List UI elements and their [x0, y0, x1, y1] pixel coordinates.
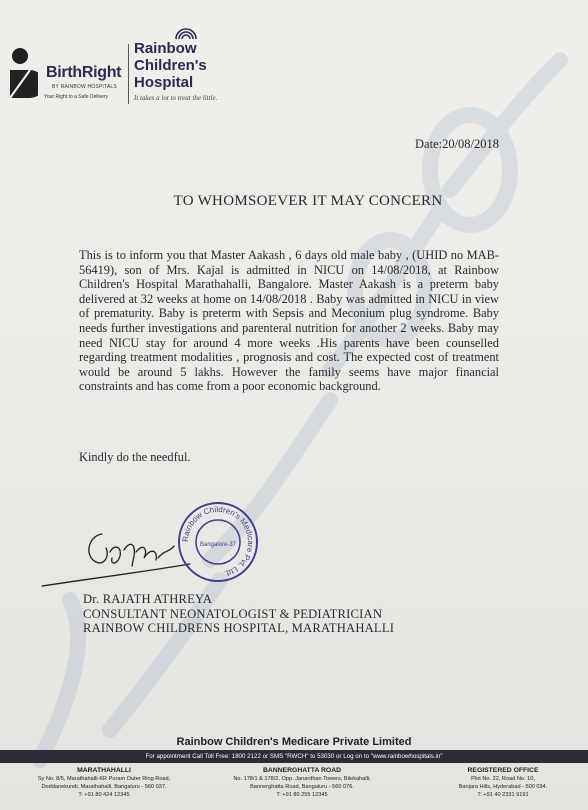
signatory-org: RAINBOW CHILDRENS HOSPITAL, MARATHAHALLI: [83, 621, 395, 636]
address-line: Sy No. 8/5, Marathahalli-KR Puram Outer Ring Road,: [37, 776, 171, 782]
address-heading: REGISTERED OFFICE: [467, 767, 539, 774]
letter-date: Date:20/08/2018: [415, 137, 500, 151]
address-line: Plot No. 22, Road No. 10,: [471, 776, 535, 782]
signatory-title: CONSULTANT NEONATOLOGIST & PEDIATRICIAN: [83, 606, 383, 621]
footer-company: Rainbow Children's Medicare Private Limited: [176, 736, 412, 748]
birthright-name: BirthRight: [46, 64, 122, 81]
address-line: Banjara Hills, Hyderabad - 500 034.: [458, 784, 548, 790]
rainbow-name-line2: Children's: [134, 57, 207, 74]
address-line: Doddanekundi, Marathahalli, Bangaluru - 560 037.: [41, 784, 167, 790]
signatory-name: Dr. RAJATH ATHREYA: [83, 592, 213, 606]
hospital-stamp: [176, 500, 260, 584]
signatory-block: [83, 592, 394, 636]
rainbow-name-line1: Rainbow: [134, 40, 197, 57]
letter-closing: Kindly do the needful.: [79, 450, 191, 464]
rainbow-logo: [134, 22, 244, 106]
birthright-logo: [8, 44, 130, 106]
rainbow-arc-icon: [174, 22, 198, 40]
address-line: Bannerghatta Road, Bangaluru - 560 076.: [250, 784, 354, 790]
birthright-mark-icon: [8, 46, 38, 102]
address-registered-office: [428, 767, 578, 799]
letter-body: This is to inform you that Master Aakash , 6 days old male baby , (UHID no MAB-56419), son of Mrs. Kajal is admitted in NICU on 14/08/2018, at Rainbow Children's Hospital Marathahalli, Bangalore. Master Aakash is a preterm baby delivered at 32 weeks at home on 14/08/2018 . Baby was admitted in NICU in view of prematurity. Baby is preterm with Sepsis and Meconium plug syndrome. Baby needs further investigations and parenteral nutrition for another 2 weeks. Baby may need NICU stay for around 4 more weeks .His parents have been counselled regarding treatment modalities , prognosis and cost. The expected cost of treatment would be around 5 lakhs. However the family seems have major financial constraints and has come from a poor economic background.: [79, 248, 499, 394]
address-phone: T: +91 80 424 12345: [78, 792, 130, 798]
stamp-text: Rainbow Children's Medicare Pvt. Ltd.: [180, 504, 256, 579]
address-heading: BANNERGHATTA ROAD: [262, 767, 342, 774]
address-phone: T: +91 80 255 12345: [276, 792, 328, 798]
stamp-place: Bangalore-37: [199, 542, 237, 548]
letter-title: TO WHOMSOEVER IT MAY CONCERN: [173, 193, 443, 209]
footer-appointment-bar: For appointment Call Toll Free: 1800 2122 or SMS "RWCH" to 53030 or Log on to "www.rainbowhospitals.in": [0, 750, 588, 763]
birthright-sub: BY RAINBOW HOSPITALS: [52, 84, 117, 90]
address-line: No. 178/1 & 178/2, Opp. Janardhan Towers, Bilekahalli,: [233, 776, 371, 782]
watermark-graphic: [30, 40, 588, 780]
address-bannerghatta: [212, 767, 392, 799]
address-heading: MARATHAHALLI: [77, 767, 131, 774]
address-phone: T: +91 40 2331 9191: [477, 792, 529, 798]
rainbow-name: [134, 40, 207, 91]
rainbow-tagline: It takes a lot to treat the little.: [134, 94, 218, 102]
birthright-tagline: Your Right to a Safe Delivery: [44, 94, 109, 100]
logo-divider: [128, 44, 129, 104]
rainbow-name-line3: Hospital: [134, 74, 194, 91]
address-marathahalli: [14, 767, 194, 799]
